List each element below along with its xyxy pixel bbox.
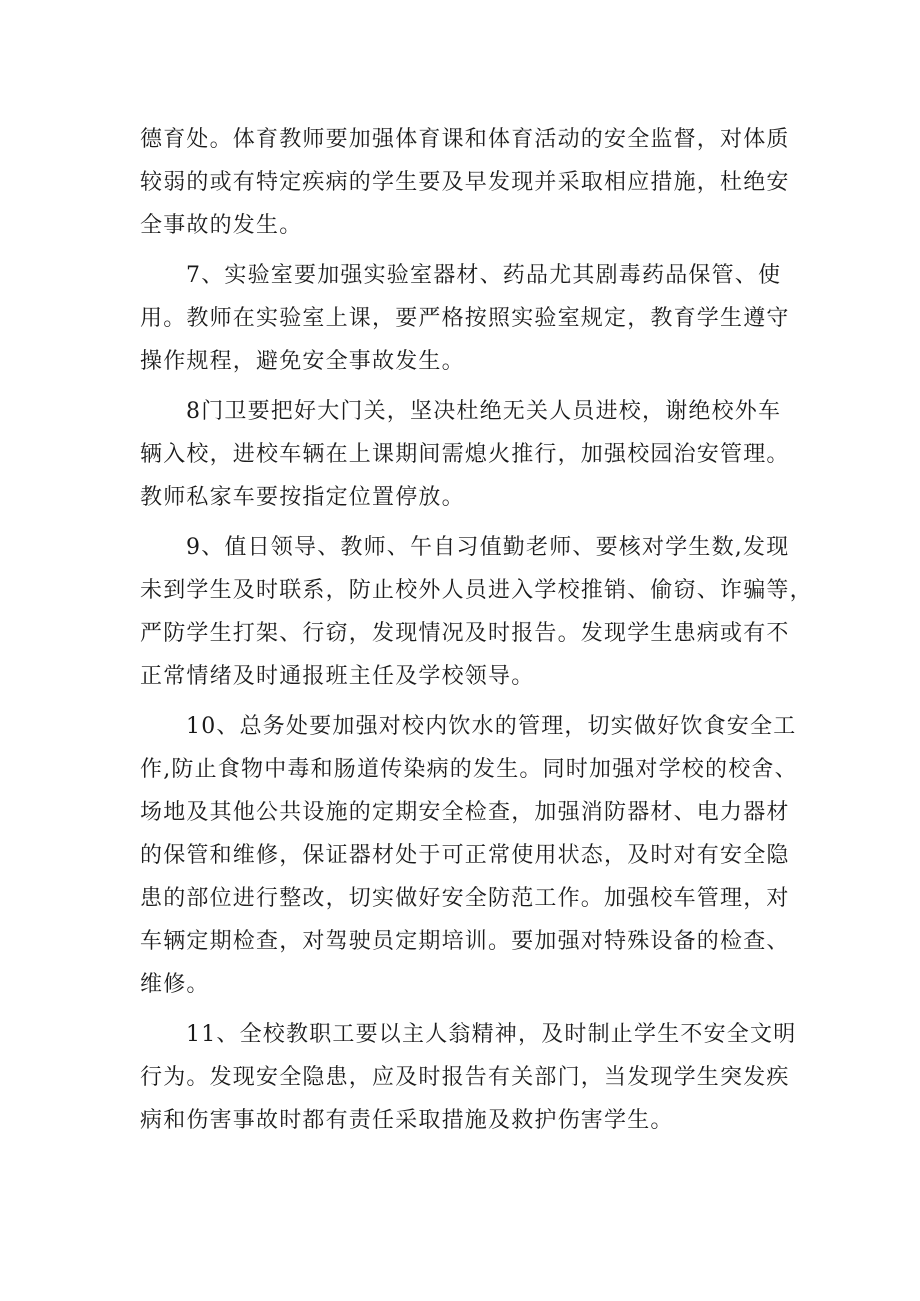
text-line: 维修。 [140, 972, 210, 997]
text-line: 教师私家车要按指定位置停放。 [140, 485, 465, 510]
text-line: 场地及其他公共设施的定期安全检查，加强消防器材、电力器材 [140, 800, 790, 825]
paragraph-continuation [140, 118, 800, 247]
paragraph-item-7 [140, 254, 800, 383]
paragraph-gap [140, 1006, 800, 1013]
text-line: 全事故的发生。 [140, 213, 303, 238]
text-line: 作,防止食物中毒和肠道传染病的发生。同时加强对学校的校舍、 [140, 757, 798, 782]
text-line: 8门卫要把好大门关，坚决杜绝无关人员进校，谢绝校外车 [186, 399, 782, 424]
text-line: 10、总务处要加强对校内饮水的管理，切实做好饮食安全工 [186, 714, 797, 739]
text-line: 7、实验室要加强实验室器材、药品尤其剧毒药品保管、使 [186, 263, 782, 288]
text-line: 用。教师在实验室上课，要严格按照实验室规定，教育学生遵守 [140, 306, 790, 331]
text-line: 行为。发现安全隐患，应及时报告有关部门，当发现学生突发疾 [140, 1065, 790, 1090]
document-body [140, 118, 813, 1142]
text-line: 操作规程，避免安全事故发生。 [140, 349, 465, 374]
text-line: 德育处。体育教师要加强体育课和体育活动的安全监督，对体质 [140, 127, 790, 152]
paragraph-gap [140, 383, 800, 390]
text-line: 车辆定期检查，对驾驶员定期培训。要加强对特殊设备的检查、 [140, 929, 790, 954]
paragraph-item-8 [140, 390, 800, 519]
text-line: 患的部位进行整改，切实做好安全防范工作。加强校车管理，对 [140, 886, 790, 911]
text-line: 11、全校教职工要以主人翁精神，及时制止学生不安全文明 [186, 1022, 797, 1047]
text-line: 严防学生打架、行窃，发现情况及时报告。发现学生患病或有不 [140, 621, 790, 646]
text-line: 的保管和维修，保证器材处于可正常使用状态，及时对有安全隐 [140, 843, 790, 868]
paragraph-gap [140, 698, 800, 705]
text-line: 未到学生及时联系，防止校外人员进入学校推销、偷窃、诈骗等， [140, 578, 813, 603]
text-line: 9、值日领导、教师、午自习值勤老师、要核对学生数,发现 [186, 535, 790, 560]
paragraph-gap [140, 247, 800, 254]
text-line: 较弱的或有特定疾病的学生要及早发现并采取相应措施，杜绝安 [140, 170, 790, 195]
text-line: 辆入校，进校车辆在上课期间需熄火推行，加强校园治安管理。 [140, 442, 790, 467]
text-line: 正常情绪及时通报班主任及学校领导。 [140, 664, 535, 689]
text-line: 病和伤害事故时都有责任采取措施及救护伤害学生。 [140, 1108, 674, 1133]
paragraph-item-10 [140, 705, 800, 1006]
paragraph-gap [140, 519, 800, 526]
paragraph-item-9 [140, 526, 813, 698]
paragraph-item-11 [140, 1013, 800, 1142]
